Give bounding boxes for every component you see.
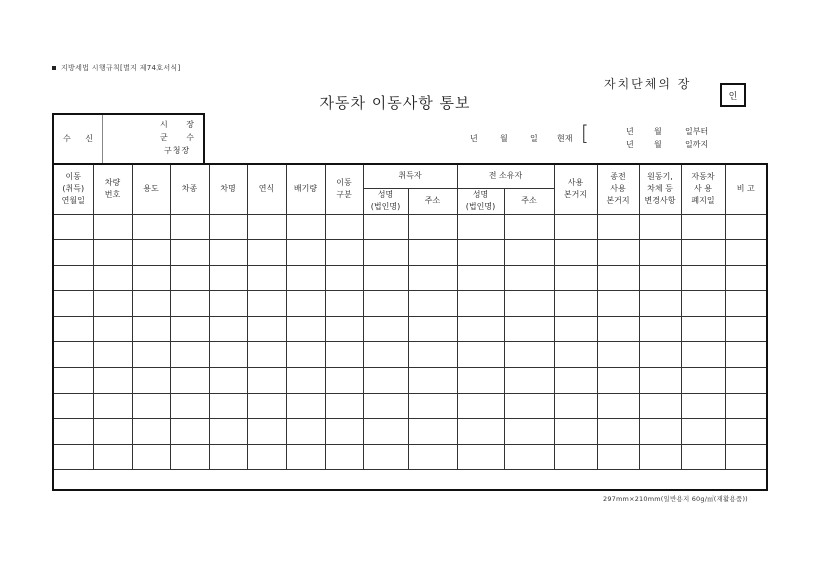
table-cell[interactable] <box>53 444 93 470</box>
table-cell[interactable] <box>504 214 554 240</box>
table-cell[interactable] <box>286 240 325 266</box>
table-cell[interactable] <box>132 342 170 368</box>
table-cell[interactable] <box>93 342 132 368</box>
table-cell[interactable] <box>286 214 325 240</box>
table-cell[interactable] <box>363 444 408 470</box>
table-cell[interactable] <box>597 444 639 470</box>
table-cell[interactable] <box>457 419 504 445</box>
header-text: 성명 <box>377 190 394 199</box>
table-cell[interactable] <box>597 214 639 240</box>
table-cell[interactable] <box>457 316 504 342</box>
table-cell[interactable] <box>597 316 639 342</box>
table-cell[interactable] <box>247 368 286 394</box>
table-cell[interactable] <box>209 419 247 445</box>
table-cell[interactable] <box>132 214 170 240</box>
header-previous-owner: 전 소유자 <box>457 164 554 188</box>
vehicle-movement-table <box>52 163 768 491</box>
table-cell[interactable] <box>408 265 457 291</box>
table-cell[interactable] <box>504 419 554 445</box>
table-row <box>53 214 767 240</box>
table-cell[interactable] <box>597 291 639 317</box>
header-text: 번호 <box>104 190 121 200</box>
table-cell[interactable] <box>325 240 363 266</box>
table-cell[interactable] <box>247 342 286 368</box>
table-cell[interactable] <box>554 291 597 317</box>
table-cell[interactable] <box>639 342 681 368</box>
page-title: 자동차 이동사항 통보 <box>319 94 471 112</box>
header-text: 이동 <box>65 172 81 182</box>
table-cell[interactable] <box>209 368 247 394</box>
table-cell[interactable] <box>209 291 247 317</box>
table-row <box>53 368 767 394</box>
table-cell[interactable] <box>504 291 554 317</box>
table-cell[interactable] <box>639 368 681 394</box>
table-cell[interactable] <box>53 368 93 394</box>
table-cell[interactable] <box>639 316 681 342</box>
table-cell[interactable] <box>363 214 408 240</box>
table-cell[interactable] <box>681 214 725 240</box>
table-cell[interactable] <box>93 316 132 342</box>
header-acquirer-address: 주소 <box>408 188 457 214</box>
header-previous-address: 주소 <box>504 188 554 214</box>
recipient-label: 수 신 <box>63 134 99 143</box>
date-month: 월 <box>500 134 508 143</box>
header-acquirer-name <box>363 188 408 214</box>
table-cell[interactable] <box>286 393 325 419</box>
table-cell[interactable] <box>408 291 457 317</box>
table-cell[interactable] <box>209 214 247 240</box>
date-day: 일 <box>530 134 538 143</box>
header-text: 차체 등 <box>647 184 673 194</box>
header-text: 폐지일 <box>691 196 715 206</box>
table-cell[interactable] <box>53 316 93 342</box>
table-cell[interactable] <box>725 393 767 419</box>
table-cell[interactable] <box>504 316 554 342</box>
table-row <box>53 291 767 317</box>
table-cell[interactable] <box>363 419 408 445</box>
table-cell[interactable] <box>363 265 408 291</box>
table-cell[interactable] <box>725 444 767 470</box>
table-cell[interactable] <box>408 444 457 470</box>
table-cell[interactable] <box>681 393 725 419</box>
table-cell[interactable] <box>408 419 457 445</box>
table-cell[interactable] <box>408 316 457 342</box>
table-cell[interactable] <box>408 342 457 368</box>
header-text: 사 용 <box>694 184 712 194</box>
seal-text: 인 <box>728 91 738 102</box>
table-cell[interactable] <box>408 368 457 394</box>
header-text: 사용 <box>567 178 584 188</box>
table-cell[interactable] <box>639 214 681 240</box>
table-cell[interactable] <box>132 368 170 394</box>
table-cell[interactable] <box>286 291 325 317</box>
table-cell[interactable] <box>725 265 767 291</box>
table-cell[interactable] <box>681 240 725 266</box>
table-cell[interactable] <box>170 419 209 445</box>
table-cell[interactable] <box>325 444 363 470</box>
table-cell[interactable] <box>457 291 504 317</box>
table-cell[interactable] <box>93 214 132 240</box>
table-cell[interactable] <box>132 316 170 342</box>
table-cell[interactable] <box>554 368 597 394</box>
header-car-name: 차명 <box>209 164 247 214</box>
table-cell[interactable] <box>247 393 286 419</box>
table-cell[interactable] <box>457 444 504 470</box>
table-cell[interactable] <box>681 368 725 394</box>
paper-spec-footer: 297mm×210mm(일반용지 60g/㎡(재활용품)) <box>603 495 748 503</box>
table-cell[interactable] <box>504 240 554 266</box>
header-text: 성명 <box>472 190 489 199</box>
table-cell[interactable] <box>53 240 93 266</box>
table-cell[interactable] <box>363 291 408 317</box>
period-to-year: 년 <box>626 140 634 149</box>
table-row <box>53 444 767 470</box>
table-cell[interactable] <box>132 240 170 266</box>
table-cell[interactable] <box>286 368 325 394</box>
table-cell[interactable] <box>93 240 132 266</box>
header-car-kind: 차종 <box>170 164 209 214</box>
table-cell[interactable] <box>325 291 363 317</box>
table-cell[interactable] <box>457 342 504 368</box>
table-cell[interactable] <box>408 393 457 419</box>
table-cell[interactable] <box>209 316 247 342</box>
table-cell[interactable] <box>597 393 639 419</box>
table-cell[interactable] <box>639 444 681 470</box>
period-bracket: [ <box>581 121 589 145</box>
table-cell[interactable] <box>457 368 504 394</box>
table-cell[interactable] <box>363 368 408 394</box>
table-cell[interactable] <box>597 368 639 394</box>
table-cell[interactable] <box>554 393 597 419</box>
table-cell[interactable] <box>681 342 725 368</box>
header-displacement: 배기량 <box>286 164 325 214</box>
header-text: 이동 <box>336 178 352 188</box>
table-cell[interactable] <box>554 265 597 291</box>
table-cell[interactable] <box>93 393 132 419</box>
table-cell[interactable] <box>286 265 325 291</box>
table-cell[interactable] <box>597 419 639 445</box>
table-cell[interactable] <box>247 240 286 266</box>
table-cell[interactable] <box>325 368 363 394</box>
table-cell[interactable] <box>408 214 457 240</box>
table-cell[interactable] <box>597 265 639 291</box>
header-text: 본거지 <box>563 190 588 200</box>
table-cell[interactable] <box>286 342 325 368</box>
table-cell[interactable] <box>286 316 325 342</box>
table-cell[interactable] <box>325 316 363 342</box>
recipient-divider <box>102 115 103 163</box>
table-cell[interactable] <box>725 342 767 368</box>
table-cell[interactable] <box>325 393 363 419</box>
recipient-district-head: 구청장 <box>164 146 191 155</box>
table-cell[interactable] <box>132 393 170 419</box>
table-cell[interactable] <box>681 316 725 342</box>
table-cell[interactable] <box>504 444 554 470</box>
table-cell[interactable] <box>681 444 725 470</box>
table-cell[interactable] <box>457 240 504 266</box>
table-cell[interactable] <box>170 265 209 291</box>
recipient-county-head: 군 수 <box>160 133 202 142</box>
header-text: (취득) <box>62 184 85 194</box>
period-from-month: 월 <box>654 127 662 136</box>
period-to-month: 월 <box>654 140 662 149</box>
table-cell[interactable] <box>209 240 247 266</box>
table-cell[interactable] <box>286 419 325 445</box>
table-cell[interactable] <box>725 214 767 240</box>
table-cell[interactable] <box>725 419 767 445</box>
table-cell[interactable] <box>325 419 363 445</box>
table-cell[interactable] <box>53 419 93 445</box>
table-cell[interactable] <box>170 393 209 419</box>
table-row <box>53 470 767 490</box>
table-cell[interactable] <box>504 393 554 419</box>
period-from-year: 년 <box>626 127 634 136</box>
form-reference <box>52 63 181 73</box>
table-cell[interactable] <box>247 316 286 342</box>
table-cell[interactable] <box>639 240 681 266</box>
table-cell[interactable] <box>247 291 286 317</box>
table-row <box>53 316 767 342</box>
table-cell[interactable] <box>209 393 247 419</box>
table-cell[interactable] <box>363 342 408 368</box>
header-text: 원동기, <box>647 172 673 182</box>
table-cell[interactable] <box>457 214 504 240</box>
table-cell[interactable] <box>597 240 639 266</box>
table-cell[interactable] <box>554 214 597 240</box>
table-cell[interactable] <box>504 368 554 394</box>
table-cell[interactable] <box>209 444 247 470</box>
table-cell[interactable] <box>247 214 286 240</box>
header-engine-change <box>639 164 681 214</box>
table-cell[interactable] <box>93 368 132 394</box>
table-cell[interactable] <box>363 240 408 266</box>
table-cell[interactable] <box>132 444 170 470</box>
table-row <box>53 240 767 266</box>
bullet-icon <box>52 66 56 70</box>
table-cell[interactable] <box>597 342 639 368</box>
table-cell[interactable] <box>363 316 408 342</box>
table-cell[interactable] <box>725 291 767 317</box>
form-reference-text: 지방세법 시행규칙[별지 제74호서식] <box>61 64 181 72</box>
table-cell[interactable] <box>457 393 504 419</box>
table-cell[interactable] <box>457 265 504 291</box>
table-cell[interactable] <box>53 265 93 291</box>
header-text: 구분 <box>336 190 352 200</box>
table-row <box>53 342 767 368</box>
period-to-day: 일까지 <box>685 140 709 149</box>
header-base-location <box>554 164 597 214</box>
table-cell[interactable] <box>725 316 767 342</box>
header-text: 자동차 <box>691 172 715 182</box>
table-row <box>53 265 767 291</box>
table-cell[interactable] <box>132 419 170 445</box>
table-cell[interactable] <box>132 265 170 291</box>
header-acquirer: 취득자 <box>363 164 457 188</box>
table-cell[interactable] <box>554 316 597 342</box>
table-cell[interactable] <box>247 265 286 291</box>
header-car-number <box>93 164 132 214</box>
header-disuse-date <box>681 164 725 214</box>
table-cell[interactable] <box>681 291 725 317</box>
table-cell[interactable] <box>681 419 725 445</box>
table-cell[interactable] <box>170 240 209 266</box>
table-cell[interactable] <box>53 393 93 419</box>
table-cell[interactable] <box>53 470 767 490</box>
table-cell[interactable] <box>325 214 363 240</box>
table-cell[interactable] <box>170 444 209 470</box>
header-text: 종전 <box>610 172 626 182</box>
table-cell[interactable] <box>53 291 93 317</box>
table-cell[interactable] <box>93 444 132 470</box>
table-cell[interactable] <box>325 342 363 368</box>
table-cell[interactable] <box>639 419 681 445</box>
header-text: 변경사항 <box>644 196 676 206</box>
table-cell[interactable] <box>53 214 93 240</box>
table-cell[interactable] <box>639 393 681 419</box>
table-cell[interactable] <box>209 342 247 368</box>
table-cell[interactable] <box>554 240 597 266</box>
table-cell[interactable] <box>170 316 209 342</box>
header-text: (법인명) <box>465 202 496 211</box>
date-year: 년 <box>470 134 478 143</box>
table-row <box>53 419 767 445</box>
table-cell[interactable] <box>725 368 767 394</box>
header-text: 사용 <box>610 184 626 194</box>
table-cell[interactable] <box>681 265 725 291</box>
table-cell[interactable] <box>639 265 681 291</box>
table-cell[interactable] <box>247 419 286 445</box>
header-move-date <box>53 164 93 214</box>
header-previous-name <box>457 188 504 214</box>
header-move-type <box>325 164 363 214</box>
authority-label: 자치단체의 장 <box>604 77 692 91</box>
table-cell[interactable] <box>170 291 209 317</box>
table-cell[interactable] <box>325 265 363 291</box>
table-cell[interactable] <box>170 368 209 394</box>
recipient-mayor: 시 장 <box>160 120 202 129</box>
period-from-day: 일부터 <box>685 127 709 136</box>
header-text: 연월일 <box>61 196 85 206</box>
header-model-year: 연식 <box>247 164 286 214</box>
table-body <box>53 214 767 490</box>
table-cell[interactable] <box>408 240 457 266</box>
table-cell[interactable] <box>53 342 93 368</box>
table-cell[interactable] <box>170 342 209 368</box>
header-usage: 용도 <box>132 164 170 214</box>
table-cell[interactable] <box>170 214 209 240</box>
table-cell[interactable] <box>554 419 597 445</box>
header-text: 차량 <box>104 178 121 188</box>
header-text: 본거지 <box>606 196 630 206</box>
table-row <box>53 393 767 419</box>
table-cell[interactable] <box>93 291 132 317</box>
table-cell[interactable] <box>554 444 597 470</box>
table-cell[interactable] <box>504 342 554 368</box>
header-previous-base <box>597 164 639 214</box>
table-cell[interactable] <box>209 265 247 291</box>
table-cell[interactable] <box>286 444 325 470</box>
table-cell[interactable] <box>247 444 286 470</box>
table-cell[interactable] <box>504 265 554 291</box>
table-cell[interactable] <box>93 419 132 445</box>
date-as-of: 현재 <box>557 134 573 143</box>
header-text: (법인명) <box>370 202 401 211</box>
table-cell[interactable] <box>639 291 681 317</box>
table-cell[interactable] <box>363 393 408 419</box>
table-cell[interactable] <box>554 342 597 368</box>
header-remarks: 비 고 <box>725 164 767 214</box>
table-cell[interactable] <box>725 240 767 266</box>
table-cell[interactable] <box>132 291 170 317</box>
table-cell[interactable] <box>93 265 132 291</box>
